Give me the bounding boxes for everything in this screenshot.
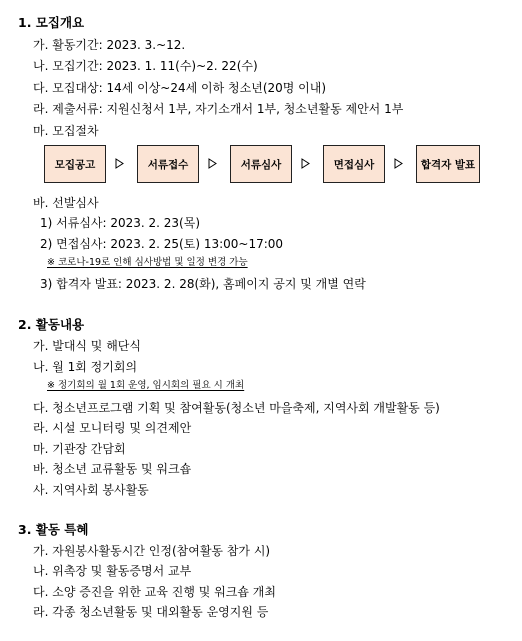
- s1-item-target: 다. 모집대상: 14세 이상~24세 이하 청소년(20명 이내): [33, 81, 327, 95]
- section-3-title: 3. 활동 특혜: [18, 522, 89, 537]
- s1-selection-interview: 2) 면접심사: 2023. 2. 25(토) 13:00~17:00: [40, 237, 284, 251]
- s1-item-activity-period: 가. 활동기간: 2023. 3.~12.: [33, 38, 186, 52]
- section-1-title: 1. 모집개요: [18, 15, 85, 30]
- arrow-right-icon: [394, 158, 403, 169]
- arrow-right-icon: [115, 158, 124, 169]
- arrow-right-icon: [301, 158, 310, 169]
- s3-item-certificate: 나. 위촉장 및 활동증명서 교부: [33, 564, 192, 578]
- section-2-title: 2. 활동내용: [18, 317, 85, 332]
- s1-selection-document: 1) 서류심사: 2023. 2. 23(목): [40, 216, 201, 230]
- s1-item-recruit-period: 나. 모집기간: 2023. 1. 11(수)~2. 22(수): [33, 59, 258, 73]
- s2-item-programs: 다. 청소년프로그램 기획 및 참여활동(청소년 마을축제, 지역사회 개발활동 등): [33, 401, 440, 415]
- flow-step-application: 서류접수: [137, 145, 199, 183]
- s1-item-documents: 라. 제출서류: 지원신청서 1부, 자기소개서 1부, 청소년활동 제안서 1부: [33, 102, 404, 116]
- s1-covid-note: ※ 코로나-19로 인해 심사방법 및 일정 변경 가능: [47, 257, 248, 268]
- s3-item-education: 다. 소양 증진을 위한 교육 진행 및 워크숍 개최: [33, 585, 276, 599]
- flow-step-interview: 면접심사: [323, 145, 385, 183]
- flow-step-document-review: 서류심사: [230, 145, 292, 183]
- s1-selection-label: 바. 선발심사: [33, 196, 99, 210]
- s3-item-support: 라. 각종 청소년활동 및 대외활동 운영지원 등: [33, 605, 269, 619]
- s2-item-ceremony: 가. 발대식 및 해단식: [33, 339, 141, 353]
- s2-item-meeting-director: 마. 기관장 간담회: [33, 442, 126, 456]
- s2-item-exchange: 바. 청소년 교류활동 및 워크숍: [33, 462, 192, 476]
- flow-step-announcement: 모집공고: [44, 145, 106, 183]
- flow-step-announcement-of-results: 합격자 발표: [416, 145, 480, 183]
- s3-item-volunteer-hours: 가. 자원봉사활동시간 인정(참여활동 참가 시): [33, 544, 271, 558]
- s1-item-procedure: 마. 모집절차: [33, 124, 99, 138]
- s2-item-monthly-meeting: 나. 월 1회 정기회의: [33, 360, 138, 374]
- arrow-right-icon: [208, 158, 217, 169]
- s2-item-volunteer: 사. 지역사회 봉사활동: [33, 483, 149, 497]
- s1-selection-results: 3) 합격자 발표: 2023. 2. 28(화), 홈페이지 공지 및 개별 연락: [40, 277, 366, 291]
- s2-meeting-note: ※ 정기회의 월 1회 운영, 임시회의 필요 시 개최: [47, 380, 245, 391]
- s2-item-monitoring: 라. 시설 모니터링 및 의견제안: [33, 421, 192, 435]
